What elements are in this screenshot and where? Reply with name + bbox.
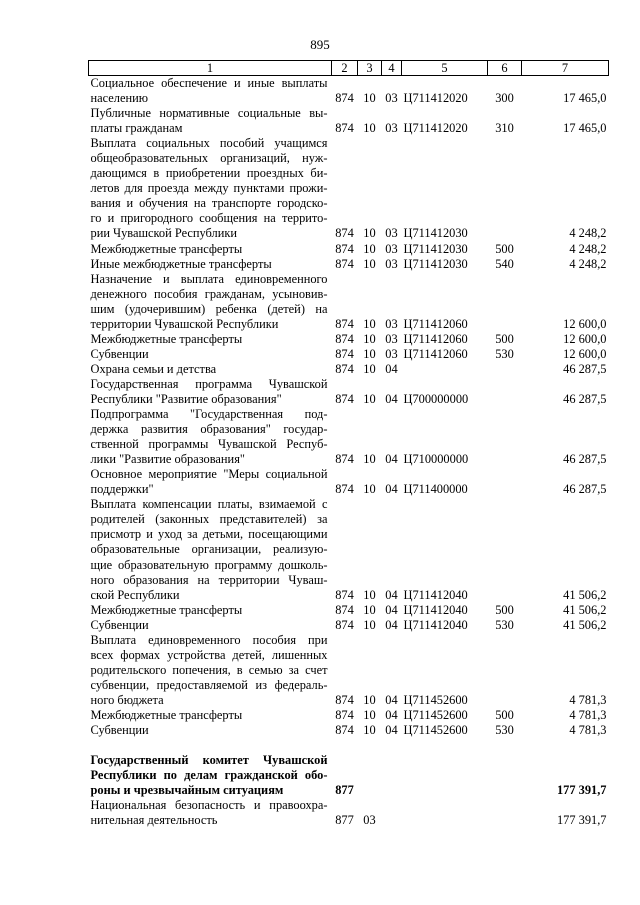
target-item-code: Ц711412060 — [403, 346, 468, 361]
subsection-code: 04 — [385, 617, 398, 632]
section-code — [358, 753, 382, 798]
table-row — [89, 467, 609, 497]
amount: 41 506,2 — [563, 617, 607, 632]
table-row — [89, 708, 609, 723]
expense-type-code — [488, 753, 522, 798]
expense-type-code — [488, 798, 522, 828]
section-code: 10 — [363, 602, 376, 617]
column-header-7: 7 — [522, 61, 609, 76]
expense-type-code: 300 — [495, 91, 514, 106]
amount: 4 248,2 — [569, 256, 607, 271]
row-name-line: присмотр и уход за детьми, посещающими — [90, 527, 328, 542]
table-row — [89, 497, 609, 602]
target-item-code: Ц711412060 — [403, 316, 468, 331]
target-item-code: Ц711452600 — [403, 707, 468, 722]
row-name-line: ного бюджета — [90, 692, 164, 707]
row-name — [89, 407, 332, 467]
row-name-line: Иные межбюджетные трансферты — [90, 256, 272, 271]
row-name-line: родительского попечения, в семью за счет — [90, 662, 328, 677]
ministry-code: 874 — [335, 617, 354, 632]
expense-type-code — [488, 272, 522, 332]
row-name-line: летов для проезда между пунктами прожи- — [90, 181, 328, 196]
row-name-line: родителей (законных представителей) за — [90, 512, 328, 527]
row-name-line: Государственный комитет Чувашской — [90, 753, 328, 768]
amount: 12 600,0 — [563, 331, 607, 346]
table-row — [89, 753, 609, 798]
section-code: 10 — [363, 121, 376, 136]
expense-type-code — [488, 497, 522, 602]
row-name-line: Национальная безопасность и правоохра- — [90, 798, 328, 813]
table-row — [89, 272, 609, 332]
expense-type-code — [488, 362, 522, 377]
table-row — [89, 798, 609, 828]
section-code: 10 — [363, 241, 376, 256]
row-name-line: Государственная программа Чувашской — [90, 376, 328, 391]
row-name — [89, 362, 332, 377]
row-name-line: го и пригородного сообщения на террито- — [90, 211, 328, 226]
target-item-code: Ц711452600 — [403, 692, 468, 707]
table-row — [89, 603, 609, 618]
page-number: 895 — [310, 37, 330, 52]
target-item-code — [402, 362, 488, 377]
row-name-line: общеобразовательных организаций, нуж- — [90, 151, 328, 166]
row-name — [89, 708, 332, 723]
row-name-line: Охрана семьи и детства — [90, 361, 217, 376]
section-code: 10 — [363, 692, 376, 707]
target-item-code: Ц711452600 — [403, 723, 468, 738]
ministry-code: 874 — [335, 331, 354, 346]
row-name-line: лики "Развитие образования" — [90, 452, 245, 467]
row-name — [89, 242, 332, 257]
target-item-code: Ц711400000 — [403, 482, 468, 497]
subsection-code: 03 — [385, 256, 398, 271]
subsection-code — [382, 798, 402, 828]
column-header-1: 1 — [89, 61, 332, 76]
row-name-line: ской Республики — [90, 587, 180, 602]
amount: 17 465,0 — [563, 121, 607, 136]
expense-type-code: 530 — [495, 723, 514, 738]
ministry-code: 874 — [335, 121, 354, 136]
section-code: 10 — [363, 316, 376, 331]
amount: 177 391,7 — [556, 783, 607, 798]
section-code: 10 — [363, 452, 376, 467]
expense-type-code — [488, 467, 522, 497]
table-row — [89, 136, 609, 241]
ministry-code: 874 — [335, 91, 354, 106]
ministry-code: 874 — [335, 361, 354, 376]
row-name-line: ного образования на территории Чуваш- — [90, 572, 328, 587]
amount: 12 600,0 — [563, 316, 607, 331]
amount: 12 600,0 — [563, 346, 607, 361]
expense-type-code — [488, 407, 522, 467]
table-row — [89, 242, 609, 257]
row-name-line: всех формах устройства детей, лишенных — [90, 647, 328, 662]
table-row — [89, 407, 609, 467]
target-item-code: Ц711412030 — [403, 226, 468, 241]
section-code: 10 — [363, 482, 376, 497]
ministry-code: 874 — [335, 482, 354, 497]
table-row — [89, 76, 609, 107]
row-name-line: населению — [90, 91, 148, 106]
row-name — [89, 618, 332, 633]
subsection-code: 03 — [385, 331, 398, 346]
row-name-line: роны и чрезвычайным ситуациям — [90, 783, 284, 798]
row-name-line: Назначение и выплата единовременного — [90, 271, 328, 286]
subsection-code: 04 — [385, 452, 398, 467]
target-item-code: Ц711412030 — [403, 256, 468, 271]
section-code: 10 — [363, 331, 376, 346]
row-name-line: Межбюджетные трансферты — [90, 602, 243, 617]
row-name-line: Выплата единовременного пособия при — [90, 632, 328, 647]
amount: 41 506,2 — [563, 587, 607, 602]
subsection-code: 03 — [385, 316, 398, 331]
table-row — [89, 618, 609, 633]
table-row — [89, 106, 609, 136]
section-code: 03 — [363, 813, 376, 828]
row-name-line: Публичные нормативные социальные вы- — [90, 106, 328, 121]
column-header-6: 6 — [488, 61, 522, 76]
budget-table — [88, 60, 609, 828]
subsection-code: 03 — [385, 346, 398, 361]
row-name-line: Республики "Развитие образования" — [90, 391, 282, 406]
row-name-line: Выплата компенсации платы, взимаемой с — [90, 497, 328, 512]
table-row — [89, 377, 609, 407]
row-name-line: держка развития образования" государ- — [90, 422, 328, 437]
column-header-4: 4 — [382, 61, 402, 76]
row-name — [89, 76, 332, 107]
row-name — [89, 603, 332, 618]
subsection-code: 03 — [385, 226, 398, 241]
ministry-code: 877 — [335, 783, 354, 798]
row-name-line: Межбюджетные трансферты — [90, 241, 243, 256]
subsection-code: 03 — [385, 241, 398, 256]
subsection-code: 03 — [385, 121, 398, 136]
section-code: 10 — [363, 587, 376, 602]
row-name — [89, 272, 332, 332]
target-item-code: Ц711412040 — [403, 617, 468, 632]
row-name-line: Субвенции — [90, 346, 149, 361]
row-name-line: Социальное обеспечение и иные выплаты — [90, 76, 328, 90]
expense-type-code: 540 — [495, 256, 514, 271]
subsection-code: 03 — [385, 91, 398, 106]
amount: 177 391,7 — [556, 813, 607, 828]
target-item-code: Ц711412060 — [403, 331, 468, 346]
row-name-line: Субвенции — [90, 723, 149, 738]
ministry-code: 874 — [335, 692, 354, 707]
column-header-2: 2 — [332, 61, 358, 76]
spacer-cell — [89, 738, 609, 753]
section-code: 10 — [363, 226, 376, 241]
subsection-code: 04 — [385, 391, 398, 406]
target-item-code: Ц710000000 — [403, 452, 469, 467]
amount: 4 248,2 — [569, 226, 607, 241]
ministry-code: 877 — [335, 813, 354, 828]
expense-type-code: 530 — [495, 346, 514, 361]
row-name — [89, 798, 332, 828]
ministry-code: 874 — [335, 346, 354, 361]
target-item-code: Ц711412030 — [403, 241, 468, 256]
row-name-line: Субвенции — [90, 617, 149, 632]
table-row — [89, 633, 609, 708]
table-row — [89, 723, 609, 738]
row-name-line: нительная деятельность — [90, 813, 218, 828]
subsection-code: 04 — [385, 602, 398, 617]
amount: 46 287,5 — [563, 361, 607, 376]
row-name-line: территории Чувашской Республики — [90, 316, 279, 331]
expense-type-code: 500 — [495, 331, 514, 346]
row-name — [89, 497, 332, 602]
target-item-code: Ц711412020 — [403, 121, 468, 136]
row-name-line: поддержки" — [90, 482, 154, 497]
section-code: 10 — [363, 361, 376, 376]
subsection-code: 04 — [385, 361, 398, 376]
row-name-line: Межбюджетные трансферты — [90, 707, 243, 722]
row-name-line: образовательные организации, реализую- — [90, 542, 328, 557]
row-name-line: Выплата социальных пособий учащимся — [90, 136, 328, 151]
column-header-3: 3 — [358, 61, 382, 76]
expense-type-code: 500 — [495, 241, 514, 256]
ministry-code: 874 — [335, 316, 354, 331]
amount: 46 287,5 — [563, 391, 607, 406]
row-name-line: Основное мероприятие "Меры социальной — [90, 467, 328, 482]
row-name-line: щие образовательную программу дошколь- — [90, 557, 328, 572]
expense-type-code — [488, 633, 522, 708]
table-header — [89, 61, 609, 76]
amount: 4 781,3 — [569, 692, 607, 707]
row-name — [89, 723, 332, 738]
target-item-code — [402, 753, 488, 798]
amount: 4 781,3 — [569, 723, 607, 738]
ministry-code: 874 — [335, 723, 354, 738]
row-name — [89, 633, 332, 708]
section-code: 10 — [363, 256, 376, 271]
row-name-line: шим (удочерившим) ребенка (детей) на — [90, 301, 328, 316]
row-name-line: вания и обучения на транспорте городско- — [90, 196, 328, 211]
expense-type-code — [488, 377, 522, 407]
target-item-code: Ц711412040 — [403, 587, 468, 602]
ministry-code: 874 — [335, 587, 354, 602]
row-name — [89, 257, 332, 272]
ministry-code: 874 — [335, 707, 354, 722]
expense-type-code: 500 — [495, 602, 514, 617]
table-row — [89, 332, 609, 347]
section-code: 10 — [363, 707, 376, 722]
row-name-line: субвенции, предоставляемой из федераль- — [90, 677, 328, 692]
subsection-code — [382, 753, 402, 798]
row-name-line: денежного пособия гражданам, усыновив- — [90, 286, 328, 301]
subsection-code: 04 — [385, 692, 398, 707]
subsection-code: 04 — [385, 482, 398, 497]
target-item-code: Ц711412040 — [403, 602, 468, 617]
section-code: 10 — [363, 391, 376, 406]
expense-type-code: 500 — [495, 707, 514, 722]
ministry-code: 874 — [335, 391, 354, 406]
row-name-line: Межбюджетные трансферты — [90, 331, 243, 346]
row-name-line: платы гражданам — [90, 121, 183, 136]
target-item-code: Ц700000000 — [403, 391, 469, 406]
ministry-code: 874 — [335, 256, 354, 271]
amount: 41 506,2 — [563, 602, 607, 617]
spacer-row — [89, 738, 609, 753]
table-row — [89, 257, 609, 272]
row-name — [89, 753, 332, 798]
subsection-code: 04 — [385, 723, 398, 738]
row-name — [89, 332, 332, 347]
section-code: 10 — [363, 346, 376, 361]
section-code: 10 — [363, 617, 376, 632]
row-name-line: Республики по делам гражданской обо- — [90, 768, 328, 783]
amount: 4 781,3 — [569, 707, 607, 722]
row-name-line: дающимся в приобретении проездных би- — [90, 166, 328, 181]
row-name — [89, 136, 332, 241]
row-name — [89, 106, 332, 136]
row-name-line: Подпрограмма "Государственная под- — [90, 407, 328, 422]
table-row — [89, 362, 609, 377]
expense-type-code: 310 — [495, 121, 514, 136]
header-row — [89, 61, 609, 76]
ministry-code: 874 — [335, 226, 354, 241]
table-body — [89, 76, 609, 829]
column-header-5: 5 — [402, 61, 488, 76]
ministry-code: 874 — [335, 602, 354, 617]
amount: 17 465,0 — [563, 91, 607, 106]
section-code: 10 — [363, 723, 376, 738]
expense-type-code: 530 — [495, 617, 514, 632]
row-name — [89, 467, 332, 497]
target-item-code: Ц711412020 — [403, 91, 468, 106]
section-code: 10 — [363, 91, 376, 106]
expense-type-code — [488, 136, 522, 241]
row-name-line: ственной программы Чувашской Респуб- — [90, 437, 328, 452]
amount: 46 287,5 — [563, 452, 607, 467]
subsection-code: 04 — [385, 587, 398, 602]
amount: 4 248,2 — [569, 241, 607, 256]
amount: 46 287,5 — [563, 482, 607, 497]
row-name — [89, 347, 332, 362]
subsection-code: 04 — [385, 707, 398, 722]
ministry-code: 874 — [335, 452, 354, 467]
row-name — [89, 377, 332, 407]
ministry-code: 874 — [335, 241, 354, 256]
row-name-line: рии Чувашской Республики — [90, 226, 238, 241]
target-item-code — [402, 798, 488, 828]
table-row — [89, 347, 609, 362]
